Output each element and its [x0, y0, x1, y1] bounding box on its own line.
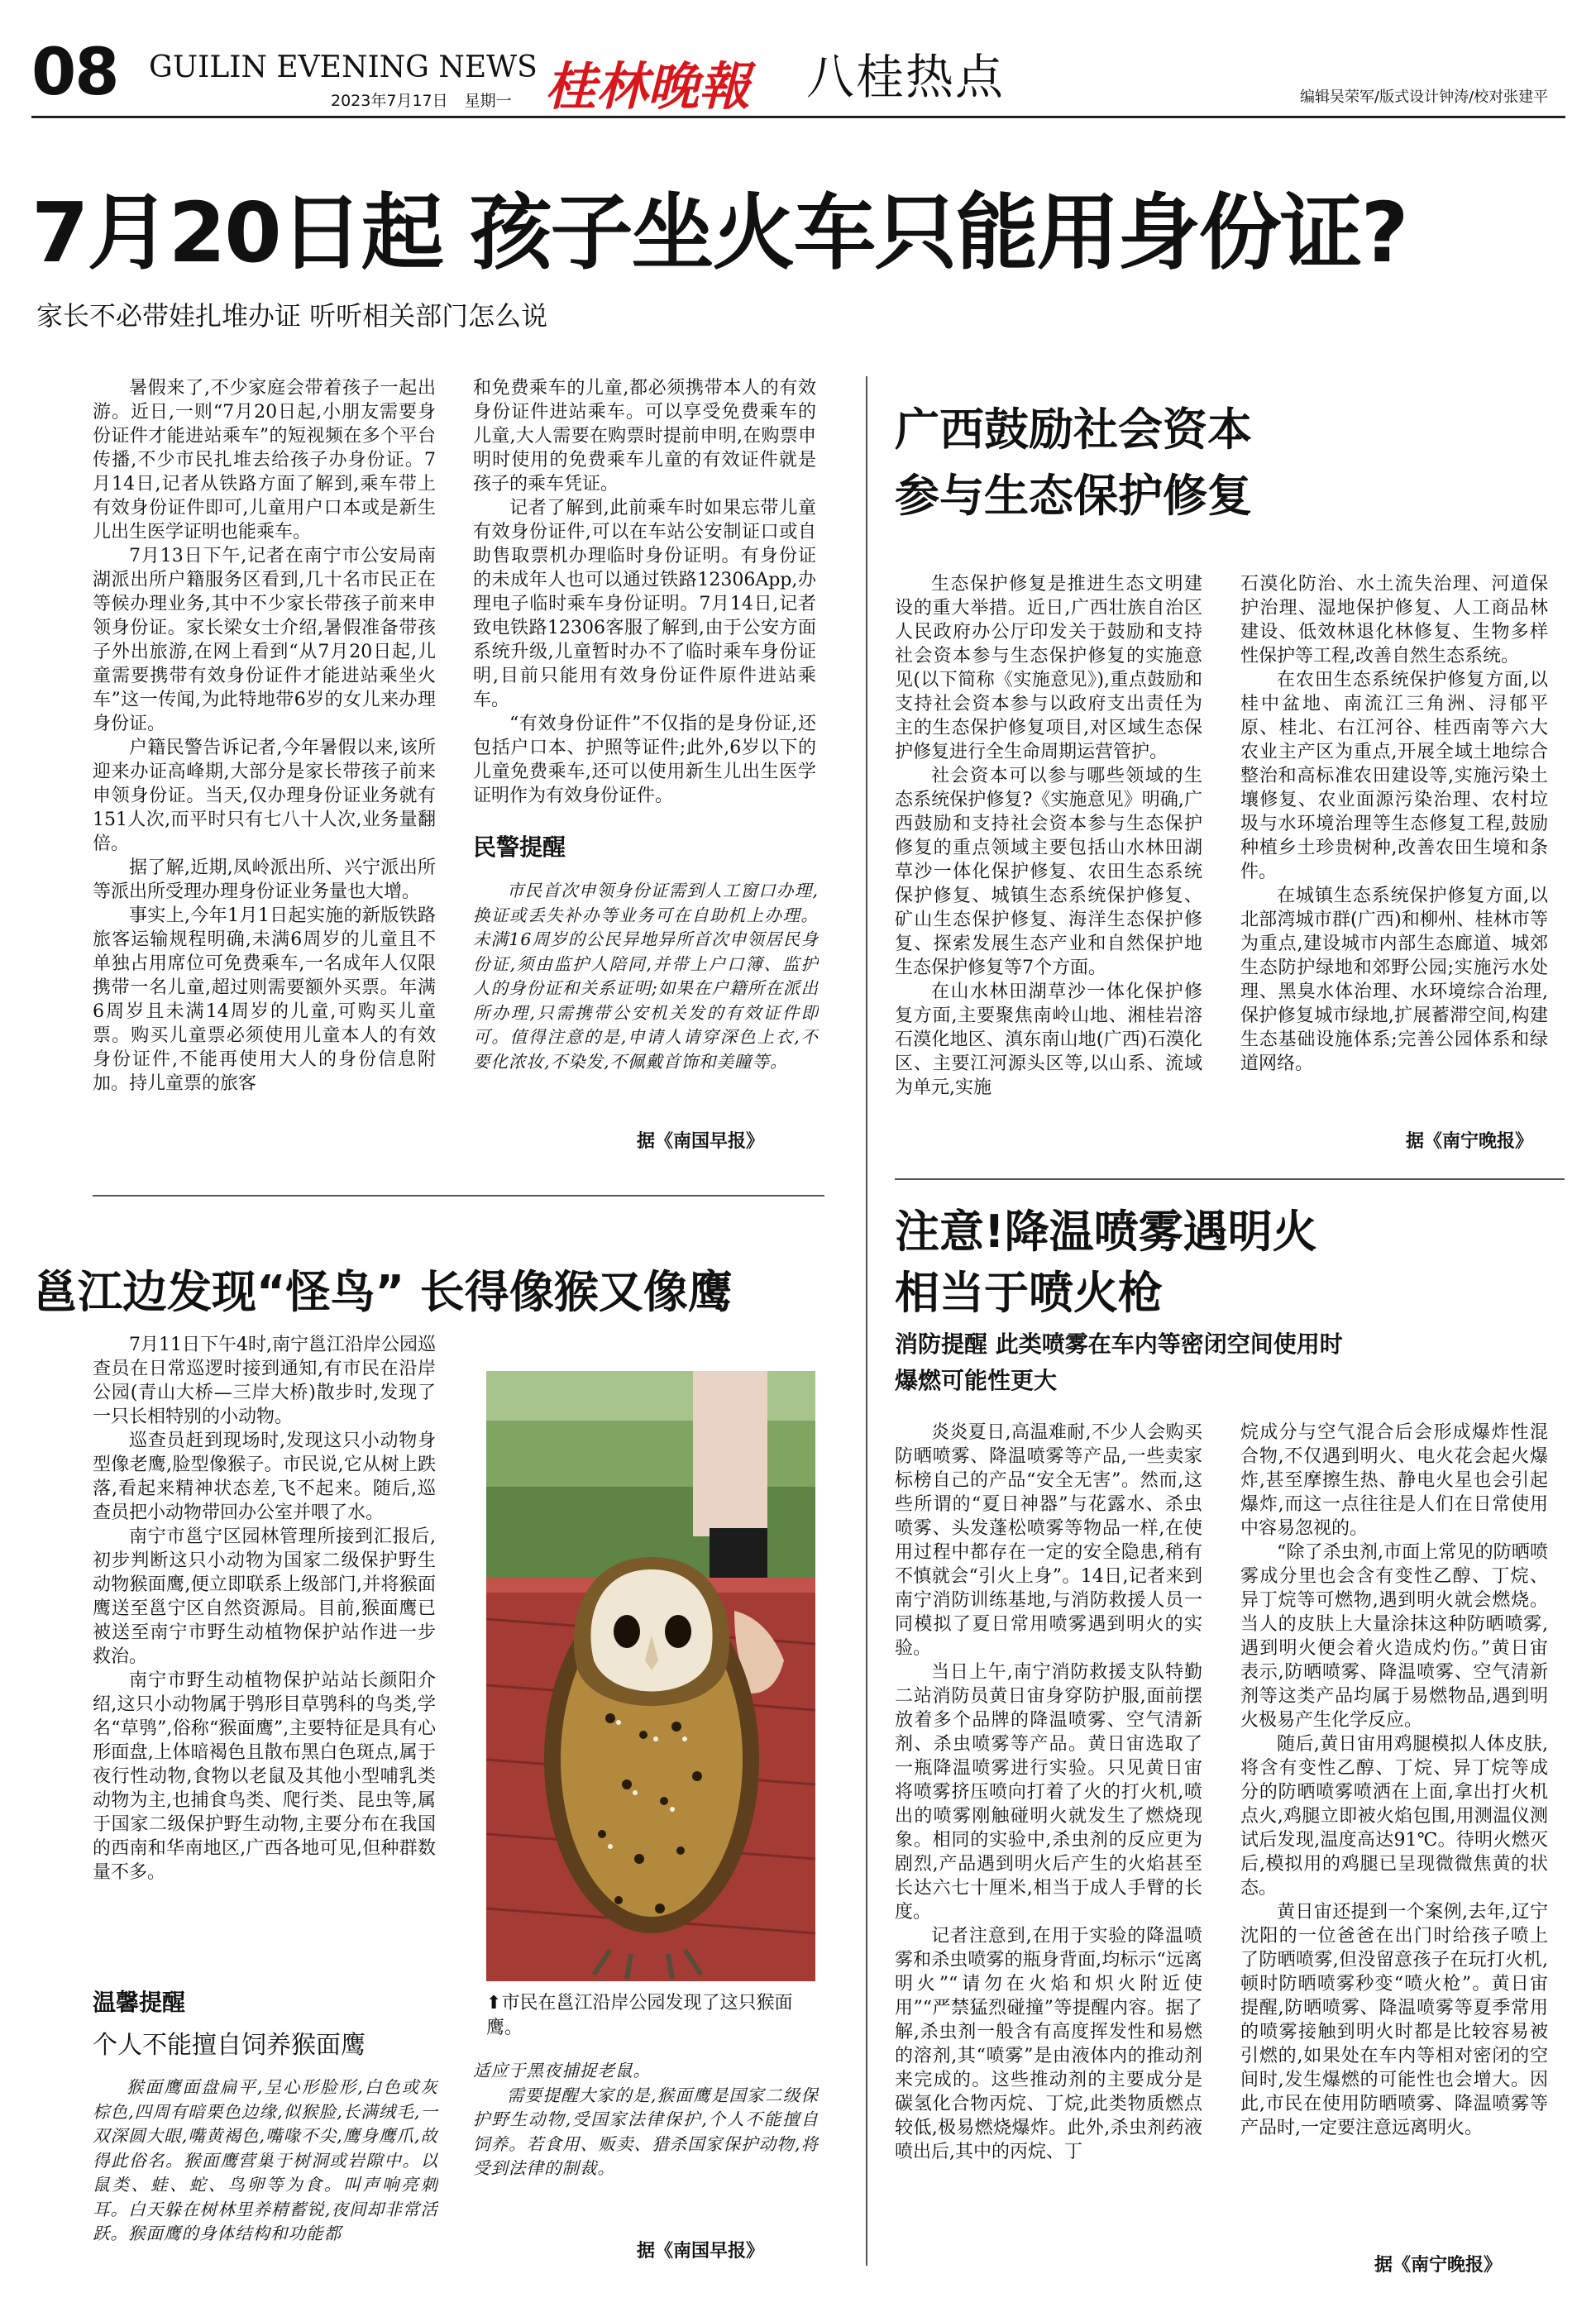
- bird-para: 巡查员赶到现场时,发现这只小动物身型像老鹰,脸型像猴子。市民说,它从树上跌落,看起来精神状态差,飞不起来。随后,巡查员把小动物带回办公室并喂了水。: [93, 1431, 436, 1523]
- spray-column-1: [895, 1421, 1202, 2281]
- eco-column-2: [1240, 572, 1548, 1110]
- bird-para: 南宁市邕宁区园林管理所接到汇报后,初步判断这只小动物为国家二级保护野生动物猴面鹰,便立即联系上级部门,并将猴面鹰送至邕宁区自然资源局。目前,猴面鹰已被送至南宁市野生动植物保护站作进一步救治。: [93, 1526, 436, 1667]
- lead-para: 暑假来了,不少家庭会带着孩子一起出游。近日,一则“7月20日起,小朋友需要身份证件才能进站乘车”的短视频在多个平台传播,不少市民扎堆去给孩子办身份证。7月14日,记者从铁路方面了解到,乘车带上有效身份证件即可,儿童用户口本或是新生儿出生医学证明也能乘车。: [93, 378, 436, 542]
- spray-para: 记者注意到,在用于实验的降温喷雾和杀虫喷雾的瓶身背面,均标示“远离明火”“请勿在火焰和炽火附近使用”“严禁猛烈碰撞”等提醒内容。据了解,杀虫剂一般含有高度挥发性和易燃的溶剂,其“喷雾”是由液体内的推动剂来完成的。这些推动剂的主要成分是碳氢化合物丙烷、丁烷,此类物质燃点较低,极易燃烧爆炸。此外,杀虫剂药液喷出后,其中的丙烷、丁: [895, 1926, 1202, 2162]
- police-tip-text: [473, 879, 819, 1127]
- eco-para: 在城镇生态系统保护修复方面,以北部湾城市群(广西)和柳州、桂林市等为重点,建设城市内部生态廊道、城郊生态防护绿地和郊野公园;实施污水处理、黑臭水体治理、水环境综合治理,保护修复城市绿地,扩展蓄滞空间,构建生态基础设施体系;完善公园体系和绿道网络。: [1240, 886, 1548, 1074]
- eco-para: 在山水林田湖草沙一体化保护修复方面,主要聚焦南岭山地、湘桂岩溶石漠化地区、滇东南山地(广西)石漠化区、主要江河源头区等,以山系、流域为单元,实施: [895, 982, 1202, 1098]
- lead-credit: 据《南国早报》: [637, 1131, 765, 1152]
- spray-subtitle-line-2: 爆燃可能性更大: [895, 1367, 1058, 1394]
- bird-tip-subheading: 个人不能擅自饲养猴面鹰: [93, 2031, 366, 2060]
- spray-title-line-1: 注意!降温喷雾遇明火: [895, 1206, 1317, 1258]
- lead-column-1: [93, 376, 436, 1154]
- logo-seal-icon: [542, 50, 781, 119]
- police-tip-heading: 民警提醒: [473, 834, 566, 861]
- spray-para: 烷成分与空气混合后会形成爆炸性混合物,不仅遇到明火、电火花会起火爆炸,甚至摩擦生热、静电火星也会引起爆炸,而这一点往往是人们在日常使用中容易忽视的。: [1240, 1422, 1548, 1539]
- eco-title-line-1: 广西鼓励社会资本: [895, 404, 1252, 456]
- eco-credit: 据《南宁晚报》: [1406, 1131, 1534, 1152]
- eco-para: 在农田生态系统保护修复方面,以桂中盆地、南流江三角洲、浔郁平原、桂北、右江河谷、桂西南等六大农业主产区为重点,开展全域土地综合整治和高标准农田建设等,实施污染土壤修复、农业面源污染治理、农村垃圾与水环境治理等生态修复工程,鼓励种植乡土珍贵树种,改善农田生境和条件。: [1240, 670, 1548, 882]
- eco-bottom-rule: [895, 1178, 1565, 1180]
- spray-para: 当日上午,南宁消防救援支队特勤二站消防员黄日宙身穿防护服,面前摆放着多个品牌的降温喷雾、空气清新剂、杀虫喷雾等产品。黄日宙选取了一瓶降温喷雾进行实验。只见黄日宙将喷雾挤压喷向打着了火的打火机,喷出的喷雾刚触碰明火就发生了燃烧现象。相同的实验中,杀虫剂的反应更为剧烈,产品遇到明火后产生的火焰甚至长达六七十厘米,相当于成人手臂的长度。: [895, 1662, 1202, 1923]
- bird-tip-para: 适应于黑夜捕捉老鼠。: [473, 2061, 651, 2080]
- bird-tip-column-1: [93, 2076, 438, 2274]
- lead-title: 7月20日起 孩子坐火车只能用身份证?: [31, 184, 1407, 281]
- eco-para: 社会资本可以参与哪些领域的生态系统保护修复?《实施意见》明确,广西鼓励和支持社会资本参与生态保护修复的重点领域主要包括山水林田湖草沙一体化保护修复、农田生态系统保护修复、城镇生态系统保护修复、矿山生态保护修复、海洋生态保护修复、探索发展生态产业和自然保护地生态保护修复等7个方面。: [895, 766, 1202, 978]
- lead-column-2: [473, 376, 816, 806]
- center-column-rule: [866, 376, 867, 2266]
- bird-tip-heading: 温馨提醒: [93, 1989, 186, 2016]
- spray-title-line-2: 相当于喷火枪: [895, 1267, 1163, 1319]
- spray-para: 随后,黄日宙用鸡腿模拟人体皮肤,将含有变性乙醇、丁烷、异丁烷等成分的防晒喷雾喷洒在上面,拿出打火机点火,鸡腿立即被火焰包围,用测温仪测试后发现,温度高达91℃。待明火燃灭后,模拟用的鸡腿已呈现微微焦黄的状态。: [1240, 1734, 1548, 1899]
- spray-credit: 据《南宁晚报》: [1374, 2255, 1503, 2276]
- weekday-text: 星期一: [464, 92, 512, 110]
- bird-title: 邕江边发现“怪鸟” 长得像猴又像鹰: [33, 1266, 733, 1318]
- date-text: 2023年7月17日: [331, 92, 448, 110]
- lead-bottom-rule: [93, 1195, 824, 1197]
- issue-date: [331, 91, 512, 111]
- bird-tip-para: 需要提醒大家的是,猴面鹰是国家二级保护野生动物,受国家法律保护,个人不能擅自饲养。若食用、贩卖、猎杀国家保护动物,将受到法律的制裁。: [473, 2085, 819, 2178]
- lead-subtitle: 家长不必带娃扎堆办证 听听相关部门怎么说: [36, 300, 548, 332]
- svg-text:桂林晚報: 桂林晚報: [545, 56, 751, 117]
- eco-column-1: [895, 572, 1202, 1159]
- bird-para: 7月11日下午4时,南宁邕江沿岸公园巡查员在日常巡逻时接到通知,有市民在沿岸公园(青山大桥—三岸大桥)散步时,发现了一只长相特别的小动物。: [93, 1335, 436, 1427]
- owl-photo: [486, 1371, 815, 1981]
- spray-para: “除了杀虫剂,市面上常见的防晒喷雾成分里也会含有变性乙醇、丁烷、异丁烷等可燃物,遇到明火就会燃烧。当人的皮肤上大量涂抹这种防晒喷雾,遇到明火便会着火造成灼伤。”黄日宙表示,防晒喷雾、降温喷雾、空气清新剂等这类产品均属于易燃物品,遇到明火极易产生化学反应。: [1240, 1542, 1548, 1731]
- eco-para: 石漠化防治、水土流失治理、河道保护治理、湿地保护修复、人工商品林建设、低效林退化林修复、生物多样性保护等工程,改善自然生态系统。: [1240, 574, 1548, 666]
- bird-column-1: [93, 1333, 436, 1971]
- police-tip-para: 市民首次申领身份证需到人工窗口办理,换证或丢失补办等业务可在自助机上办理。未满16周岁的公民异地异所首次申领居民身份证,须由监护人陪同,并带上户口簿、监护人的身份证和关系证明;如果在户籍所在派出所办理,只需携带公安机关发的有效证件即可。值得注意的是,申请人请穿深色上衣,不要化浓妆,不染发,不佩戴首饰和美瞳等。: [473, 881, 819, 1072]
- lead-para: 户籍民警告诉记者,今年暑假以来,该所迎来办证高峰期,大部分是家长带孩子前来申领身份证。当天,仅办理身份证业务就有151人次,而平时只有七八十人次,业务量翻倍。: [93, 738, 436, 854]
- masthead-logo: [542, 50, 781, 119]
- lead-para: 记者了解到,此前乘车时如果忘带儿童有效身份证件,可以在车站公安制证口或自助售取票机办理临时身份证明。有身份证的未成年人也可以通过铁路12306App,办理电子临时乘车身份证明。7月14日,记者致电铁路12306客服了解到,由于公安方面系统升级,儿童暂时办不了临时乘车身份证明,目前只能用有效身份证件原件进站乘车。: [473, 498, 816, 710]
- lead-para: 7月13日下午,记者在南宁市公安局南湖派出所户籍服务区看到,几十名市民正在等候办理业务,其中不少家长带孩子前来申领身份证。家长梁女士介绍,暑假准备带孩子外出旅游,在网上看到“从7月20日起,儿童需要携带有效身份证件才能进站乘坐火车”这一传闻,为此特地带6岁的女儿来办理身份证。: [93, 546, 436, 734]
- caption-arrow-icon: ⬆: [486, 1993, 502, 2013]
- page-number: 08: [31, 36, 118, 110]
- lead-para: 事实上,今年1月1日起实施的新版铁路旅客运输规程明确,未满6周岁的儿童且不单独占用席位可免费乘车,一名成年人仅限携带一名儿童,超过则需要额外买票。年满6周岁且未满14周岁的儿童,可购买儿童票。购买儿童票必须使用儿童本人的有效身份证件,不能再使用大人的身份信息附加。持儿童票的旅客: [93, 905, 436, 1094]
- header-rule: [31, 116, 1565, 118]
- bird-tip-column-2: [473, 2059, 819, 2233]
- caption-text: 市民在邕江沿岸公园发现了这只猴面鹰。: [486, 1993, 793, 2038]
- paper-english-name: GUILIN EVENING NEWS: [149, 50, 538, 84]
- lead-para: 据了解,近期,凤岭派出所、兴宁派出所等派出所受理办理身份证业务量也大增。: [93, 857, 436, 902]
- bird-credit: 据《南国早报》: [637, 2241, 765, 2262]
- eco-para: 生态保护修复是推进生态文明建设的重大举措。近日,广西壮族自治区人民政府办公厅印发关于鼓励和支持社会资本参与生态保护修复的实施意见(以下简称《实施意见》),重点鼓励和支持社会资本参与以政府支出责任为主的生态保护修复项目,对区域生态保护修复进行全生命周期运营管护。: [895, 574, 1202, 762]
- lead-para: “有效身份证件”不仅指的是身份证,还包括户口本、护照等证件;此外,6岁以下的儿童免费乘车,还可以使用新生儿出生医学证明作为有效身份证件。: [473, 714, 816, 806]
- spray-subtitle-line-1: 消防提醒 此类喷雾在车内等密闭空间使用时: [895, 1330, 1343, 1358]
- lead-para: 和免费乘车的儿童,都必须携带本人的有效身份证件进站乘车。可以享受免费乘车的儿童,大人需要在购票时提前申明,在购票申明时使用的免费乘车儿童的有效证件就是孩子的乘车凭证。: [473, 378, 816, 494]
- bird-tip-para: 猴面鹰面盘扁平,呈心形脸形,白色或灰棕色,四周有暗栗色边缘,似猴脸,长满绒毛,一双深圆大眼,嘴黄褐色,嘴喙不尖,鹰身鹰爪,故得此俗名。猴面鹰营巢于树洞或岩隙中。以鼠类、蛙、蛇、鸟卵等为食。叫声响亮刺耳。白天躲在树林里养精蓄锐,夜间却非常活跃。猴面鹰的身体结构和功能都: [93, 2077, 438, 2243]
- editor-credits: 编辑吴荣军/版式设计钟涛/校对张建平: [1300, 88, 1549, 106]
- owl-photo-illustration: [486, 1371, 815, 1981]
- section-title: 八桂热点: [806, 49, 1006, 105]
- photo-caption: [486, 1991, 825, 2041]
- spray-para: 炎炎夏日,高温难耐,不少人会购买防晒喷雾、降温喷雾等产品,一些卖家标榜自己的产品“安全无害”。然而,这些所谓的“夏日神器”与花露水、杀虫喷雾、头发蓬松喷雾等物品一样,在使用过程中都存在一定的安全隐患,稍有不慎就会“引火上身”。14日,记者来到南宁消防训练基地,与消防救援人员一同模拟了夏日常用喷雾遇到明火的实验。: [895, 1422, 1202, 1659]
- spray-column-2: [1240, 1421, 1548, 2252]
- spray-para: 黄日宙还提到一个案例,去年,辽宁沈阳的一位爸爸在出门时给孩子喷上了防晒喷雾,但没留意孩子在玩打火机,顿时防晒喷雾秒变“喷火枪”。黄日宙提醒,防晒喷雾、降温喷雾等夏季常用的喷雾接触到明火时都是比较容易被引燃的,如果处在车内等相对密闭的空间时,发生爆燃的可能性也会增大。因此,市民在使用防晒喷雾、降温喷雾等产品时,一定要注意远离明火。: [1240, 1902, 1548, 2138]
- eco-title-line-2: 参与生态保护修复: [895, 470, 1252, 522]
- bird-para: 南宁市野生动植物保护站站长颜阳介绍,这只小动物属于鸮形目草鸮科的鸟类,学名“草鸮”,俗称“猴面鹰”,主要特征是具有心形面盘,上体暗褐色且散布黑白色斑点,属于夜行性动物,食物以老鼠及其他小型哺乳类动物为主,也捕食鸟类、爬行类、昆虫等,属于国家二级保护野生动物,主要分布在我国的西南和华南地区,广西各地可见,但种群数量不多。: [93, 1670, 436, 1883]
